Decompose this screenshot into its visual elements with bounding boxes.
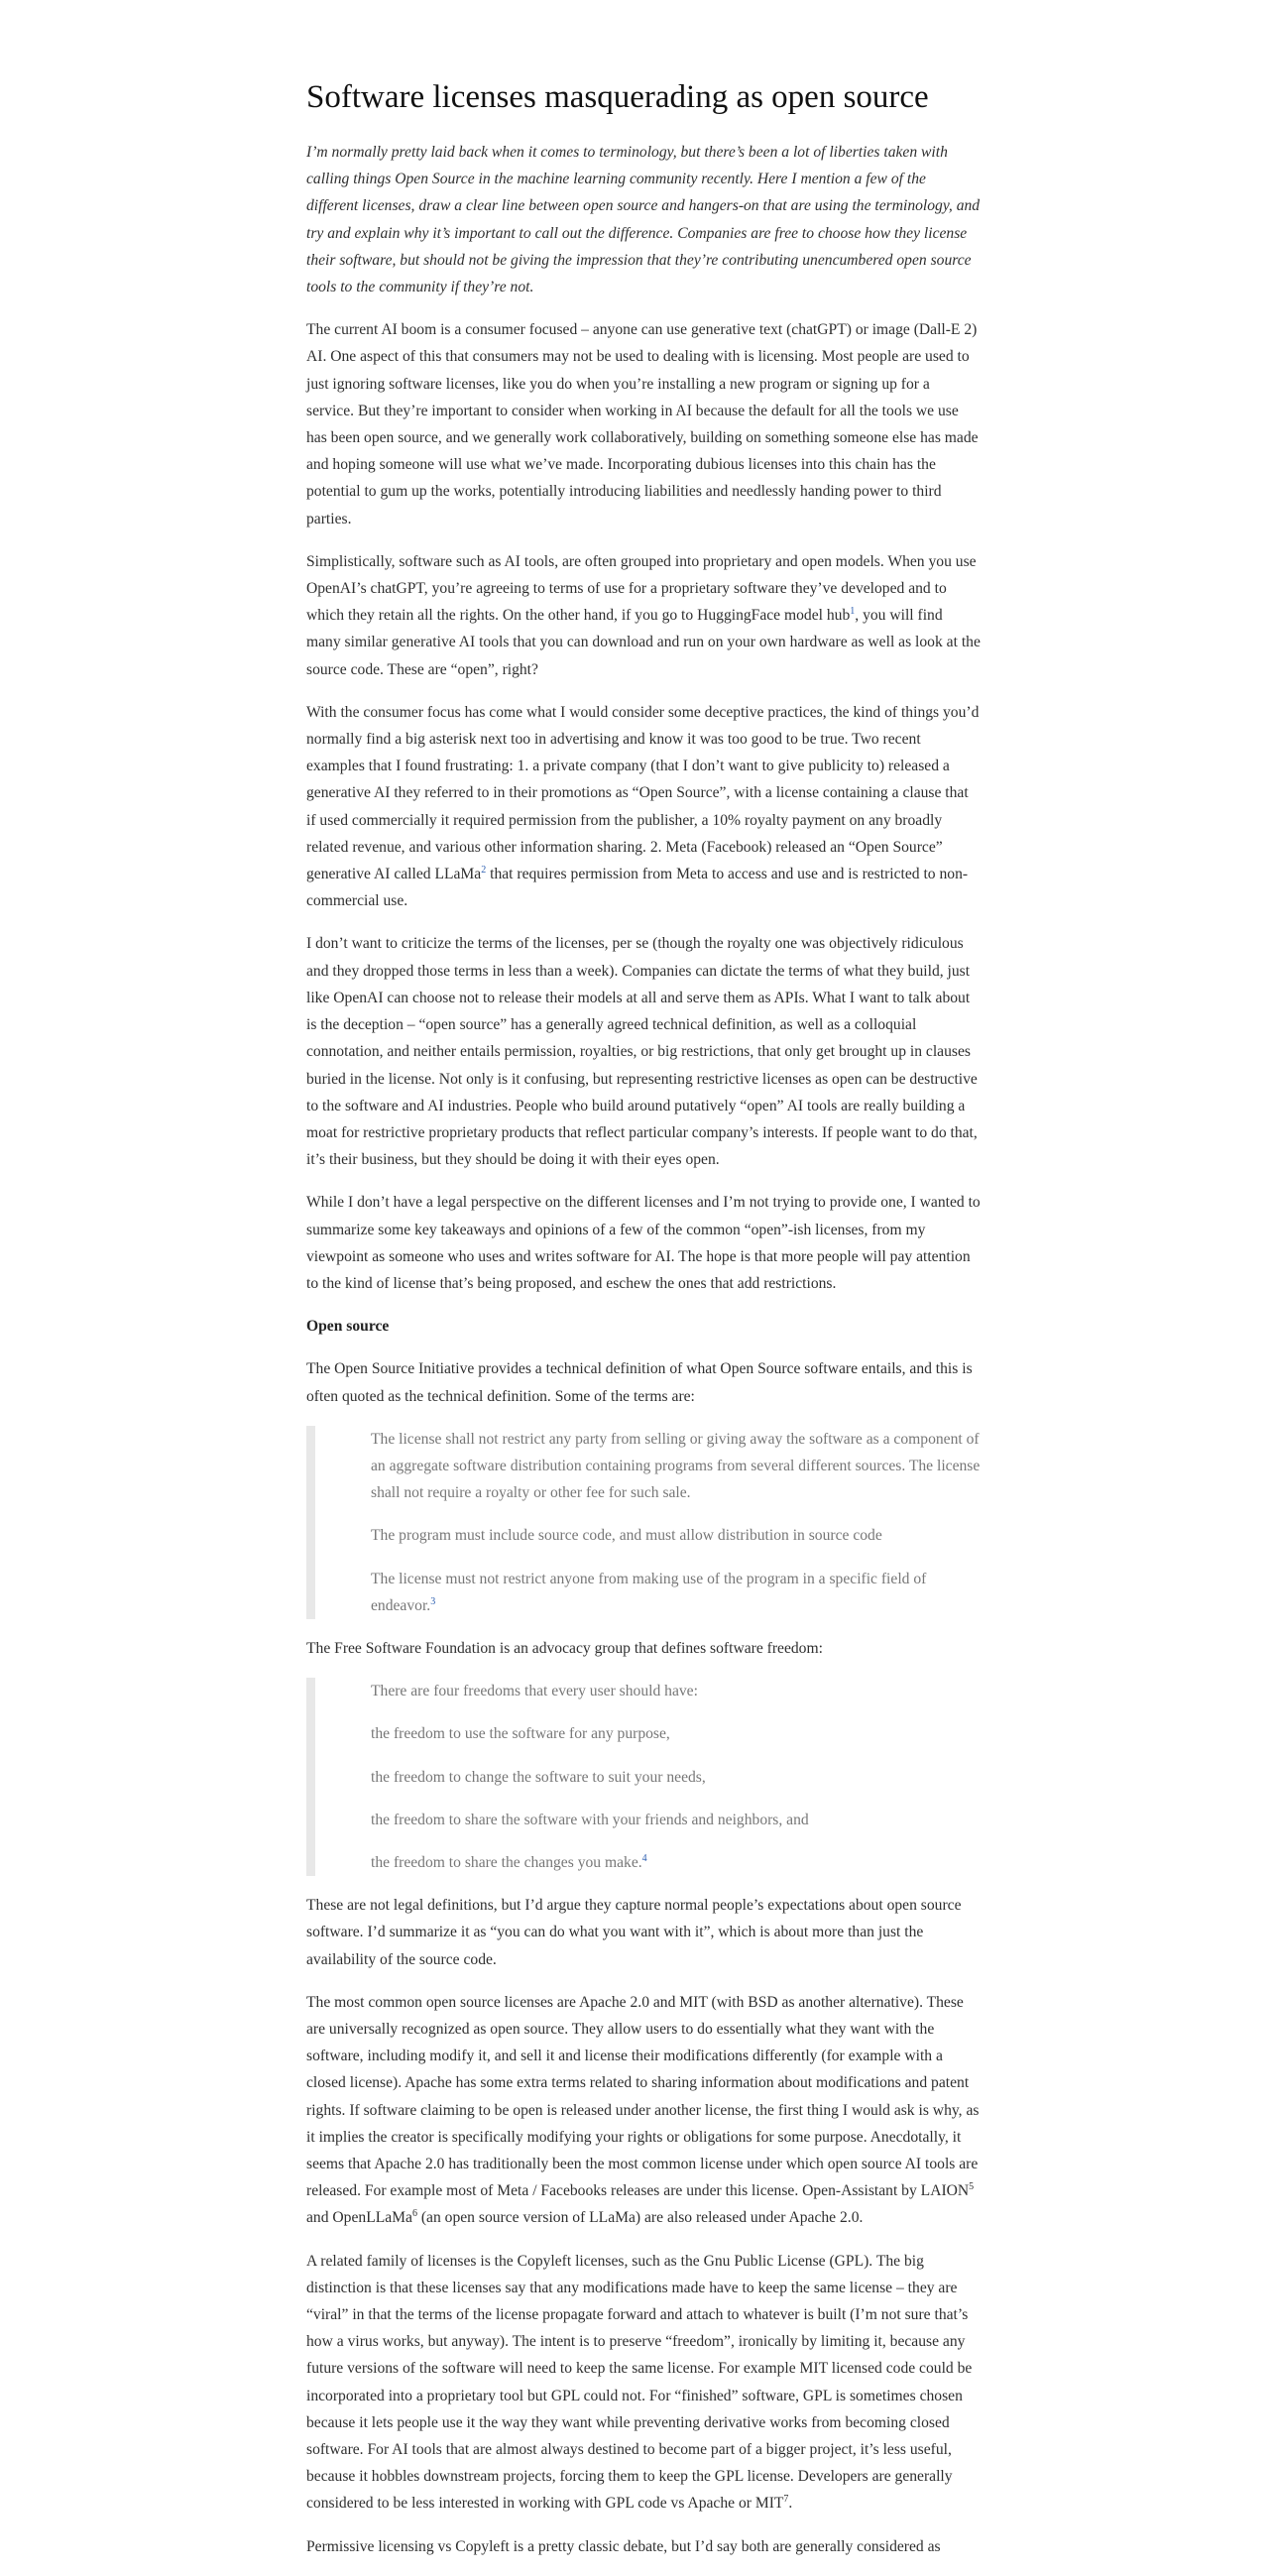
paragraph-5: While I don’t have a legal perspective on the different licenses and I’m not trying to provide one, I wanted to summarize some key takeaways and opinions of a few of the common “open”-ish licenses, from my viewpoint as someone who uses and writes software for AI. The hope is that more people will pay attention to the kind of license that’s being proposed, and eschew the ones that add restrictions.	[306, 1194, 981, 1292]
paragraph-9: The most common open source licenses are Apache 2.0 and MIT (with BSD as another alternative). These are universally recognized as open source. They allow users to do essentially what they want with the software, including modify it, and sell it and license their modifications differently (for example with a closed license). Apache has some extra terms related to sharing information about modifications and patent rights. If software claiming to be open is released under another license, the first thing I would ask is why, as it implies the creator is specifically modifying your rights or obligations for some purpose. Anecdotally, it seems that Apache 2.0 has traditionally been the most common license under which open source AI tools are released. For example most of Meta / Facebooks releases are under this license. Open-Assistant by LAION$^5$ and OpenLLaMa$^6$ (an open source version of LLaMa) are also released under Apache 2.0.	[306, 1993, 980, 2227]
quote-fsf-3: the freedom to change the software to suit your needs,	[371, 1768, 706, 1786]
paragraph-7: The Free Software Foundation is an advocacy group that defines software freedom:	[306, 1639, 823, 1657]
footnote-link-1[interactable]: 1	[850, 606, 856, 618]
footnote-link-7[interactable]: 7	[783, 2494, 789, 2506]
quote-osi-1: The license shall not restrict any party from selling or giving away the software as a component of an aggregate software distribution containing programs from several different sources. The license shall not require a royalty or other fee for such sale.	[371, 1430, 981, 1502]
paragraph-6: The Open Source Initiative provides a technical definition of what Open Source software entails, and this is often quoted as the technical definition. Some of the terms are:	[306, 1360, 973, 1405]
paragraph-2: Simplistically, software such as AI tools, are often grouped into proprietary and open models. When you use OpenAI’s chatGPT, you’re agreeing to terms of use for a proprietary software they’ve developed and to which they retain all the rights. On the other hand, if you go to HuggingFace model hub$^1$, you will find many similar generative AI tools that you can download and run on your own hardware as well as look at the source code. These are “open”, right?	[306, 552, 981, 678]
section-heading-open-source: Open source	[306, 1318, 390, 1336]
quote-fsf-5: the freedom to share the changes you make.$^4$	[371, 1852, 647, 1871]
footnote-link-5[interactable]: 5	[969, 2181, 975, 2193]
quote-fsf-4: the freedom to share the software with your friends and neighbors, and	[371, 1811, 809, 1828]
paragraph-10: A related family of licenses is the Copyleft licenses, such as the Gnu Public License (GPL). The big distinction is that these licenses say that any modifications made have to keep the same license – they are “viral” in that the terms of the license propagate forward and attach to whatever is built (I’m not sure that’s how a virus works, but anyway). The intent is to preserve “freedom”, ironically by limiting it, because any future versions of the software will need to keep the same license. For example MIT licensed code could be incorporated into a proprietary tool but GPL could not. For “finished” software, GPL is sometimes chosen because it lets people use it the way they want while preventing derivative works from becoming closed software. For AI tools that are almost always destined to become part of a bigger project, it’s less useful, because it hobbles downstream projects, forcing them to keep the GPL license. Developers are generally considered to be less interested in working with GPL code vs Apache or MIT$^7$.	[306, 2252, 973, 2513]
paragraph-11: Permissive licensing vs Copyleft is a pretty classic debate, but I’d say both are generally considered as	[306, 2537, 941, 2555]
footnote-link-3[interactable]: 3	[430, 1595, 436, 1607]
paragraph-1: The current AI boom is a consumer focused – anyone can use generative text (chatGPT) or image (Dall-E 2) AI. One aspect of this that consumers may not be used to dealing with is licensing. Most people are used to just ignoring software licenses, like you do when you’re installing a new program or signing up for a service. But they’re important to consider when working in AI because the default for all the tools we use has been open source, and we generally work collaboratively, building on something someone else has made and hoping someone will use what we’ve made. Incorporating dubious licenses into this chain has the potential to gum up the works, potentially introducing liabilities and needlessly handing power to third parties.	[306, 321, 979, 527]
paragraph-3: With the consumer focus has come what I would consider some deceptive practices, the kind of things you’d normally find a big asterisk next too in advertising and know it was too good to be true. Two recent examples that I found frustrating: 1. a private company (that I don’t want to give publicity to) released a generative AI they referred to in their promotions as “Open Source”, with a license containing a clause that if used commercially it required permission from the publisher, a 10% royalty payment on any broadly related revenue, and various other information sharing. 2. Meta (Facebook) released an “Open Source” generative AI called LLaMa$^2$ that requires permission from Meta to access and use and is restricted to non-commercial use.	[306, 703, 980, 910]
paragraph-4: I don’t want to criticize the terms of the licenses, per se (though the royalty one was objectively ridiculous and they dropped those terms in less than a week). Companies can dictate the terms of what they build, just like OpenAI can choose not to release their models at all and serve them as APIs. What I want to talk about is the deception – “open source” has a generally agreed technical definition, as well as a colloquial connotation, and neither entails permission, royalties, or big restrictions, that only get brought up in clauses buried in the license. Not only is it confusing, but representing restrictive licenses as open can be destructive to the software and AI industries. People who build around putatively “open” AI tools are really building a moat for restrictive proprietary products that reflect particular company’s interests. If people want to do that, it’s their business, but they should be doing it with their eyes open.	[306, 935, 978, 1169]
blockquote-osi	[306, 1426, 981, 1619]
quote-fsf-1: There are four freedoms that every user should have:	[371, 1683, 698, 1700]
quote-fsf-2: the freedom to use the software for any purpose,	[371, 1725, 670, 1743]
paragraph-8: These are not legal definitions, but I’d argue they capture normal people’s expectations about open source software. I’d summarize it as “you can do what you want with it”, which is about more than just the availability of the source code.	[306, 1897, 962, 1968]
page-title: Software licenses masquerading as open source	[306, 79, 929, 115]
footnote-link-6[interactable]: 6	[411, 2208, 417, 2220]
footnote-link-4[interactable]: 4	[641, 1852, 647, 1864]
article	[306, 58, 981, 2576]
footnote-link-2[interactable]: 2	[481, 864, 487, 876]
quote-osi-2: The program must include source code, and must allow distribution in source code	[371, 1527, 882, 1545]
blockquote-fsf	[306, 1678, 981, 1876]
quote-osi-3: The license must not restrict anyone from making use of the program in a specific field of endeavor.$^3$	[371, 1570, 927, 1614]
intro-paragraph: I’m normally pretty laid back when it comes to terminology, but there’s been a lot of liberties taken with calling things Open Source in the machine learning community recently. Here I mention a few of the different licenses, draw a clear line between open source and hangers-on that are using the terminology, and try and explain why it’s important to call out the difference. Companies are free to choose how they license their software, but should not be giving the impression that they’re contributing unencumbered open source tools to the community if they’re not.	[306, 144, 981, 296]
